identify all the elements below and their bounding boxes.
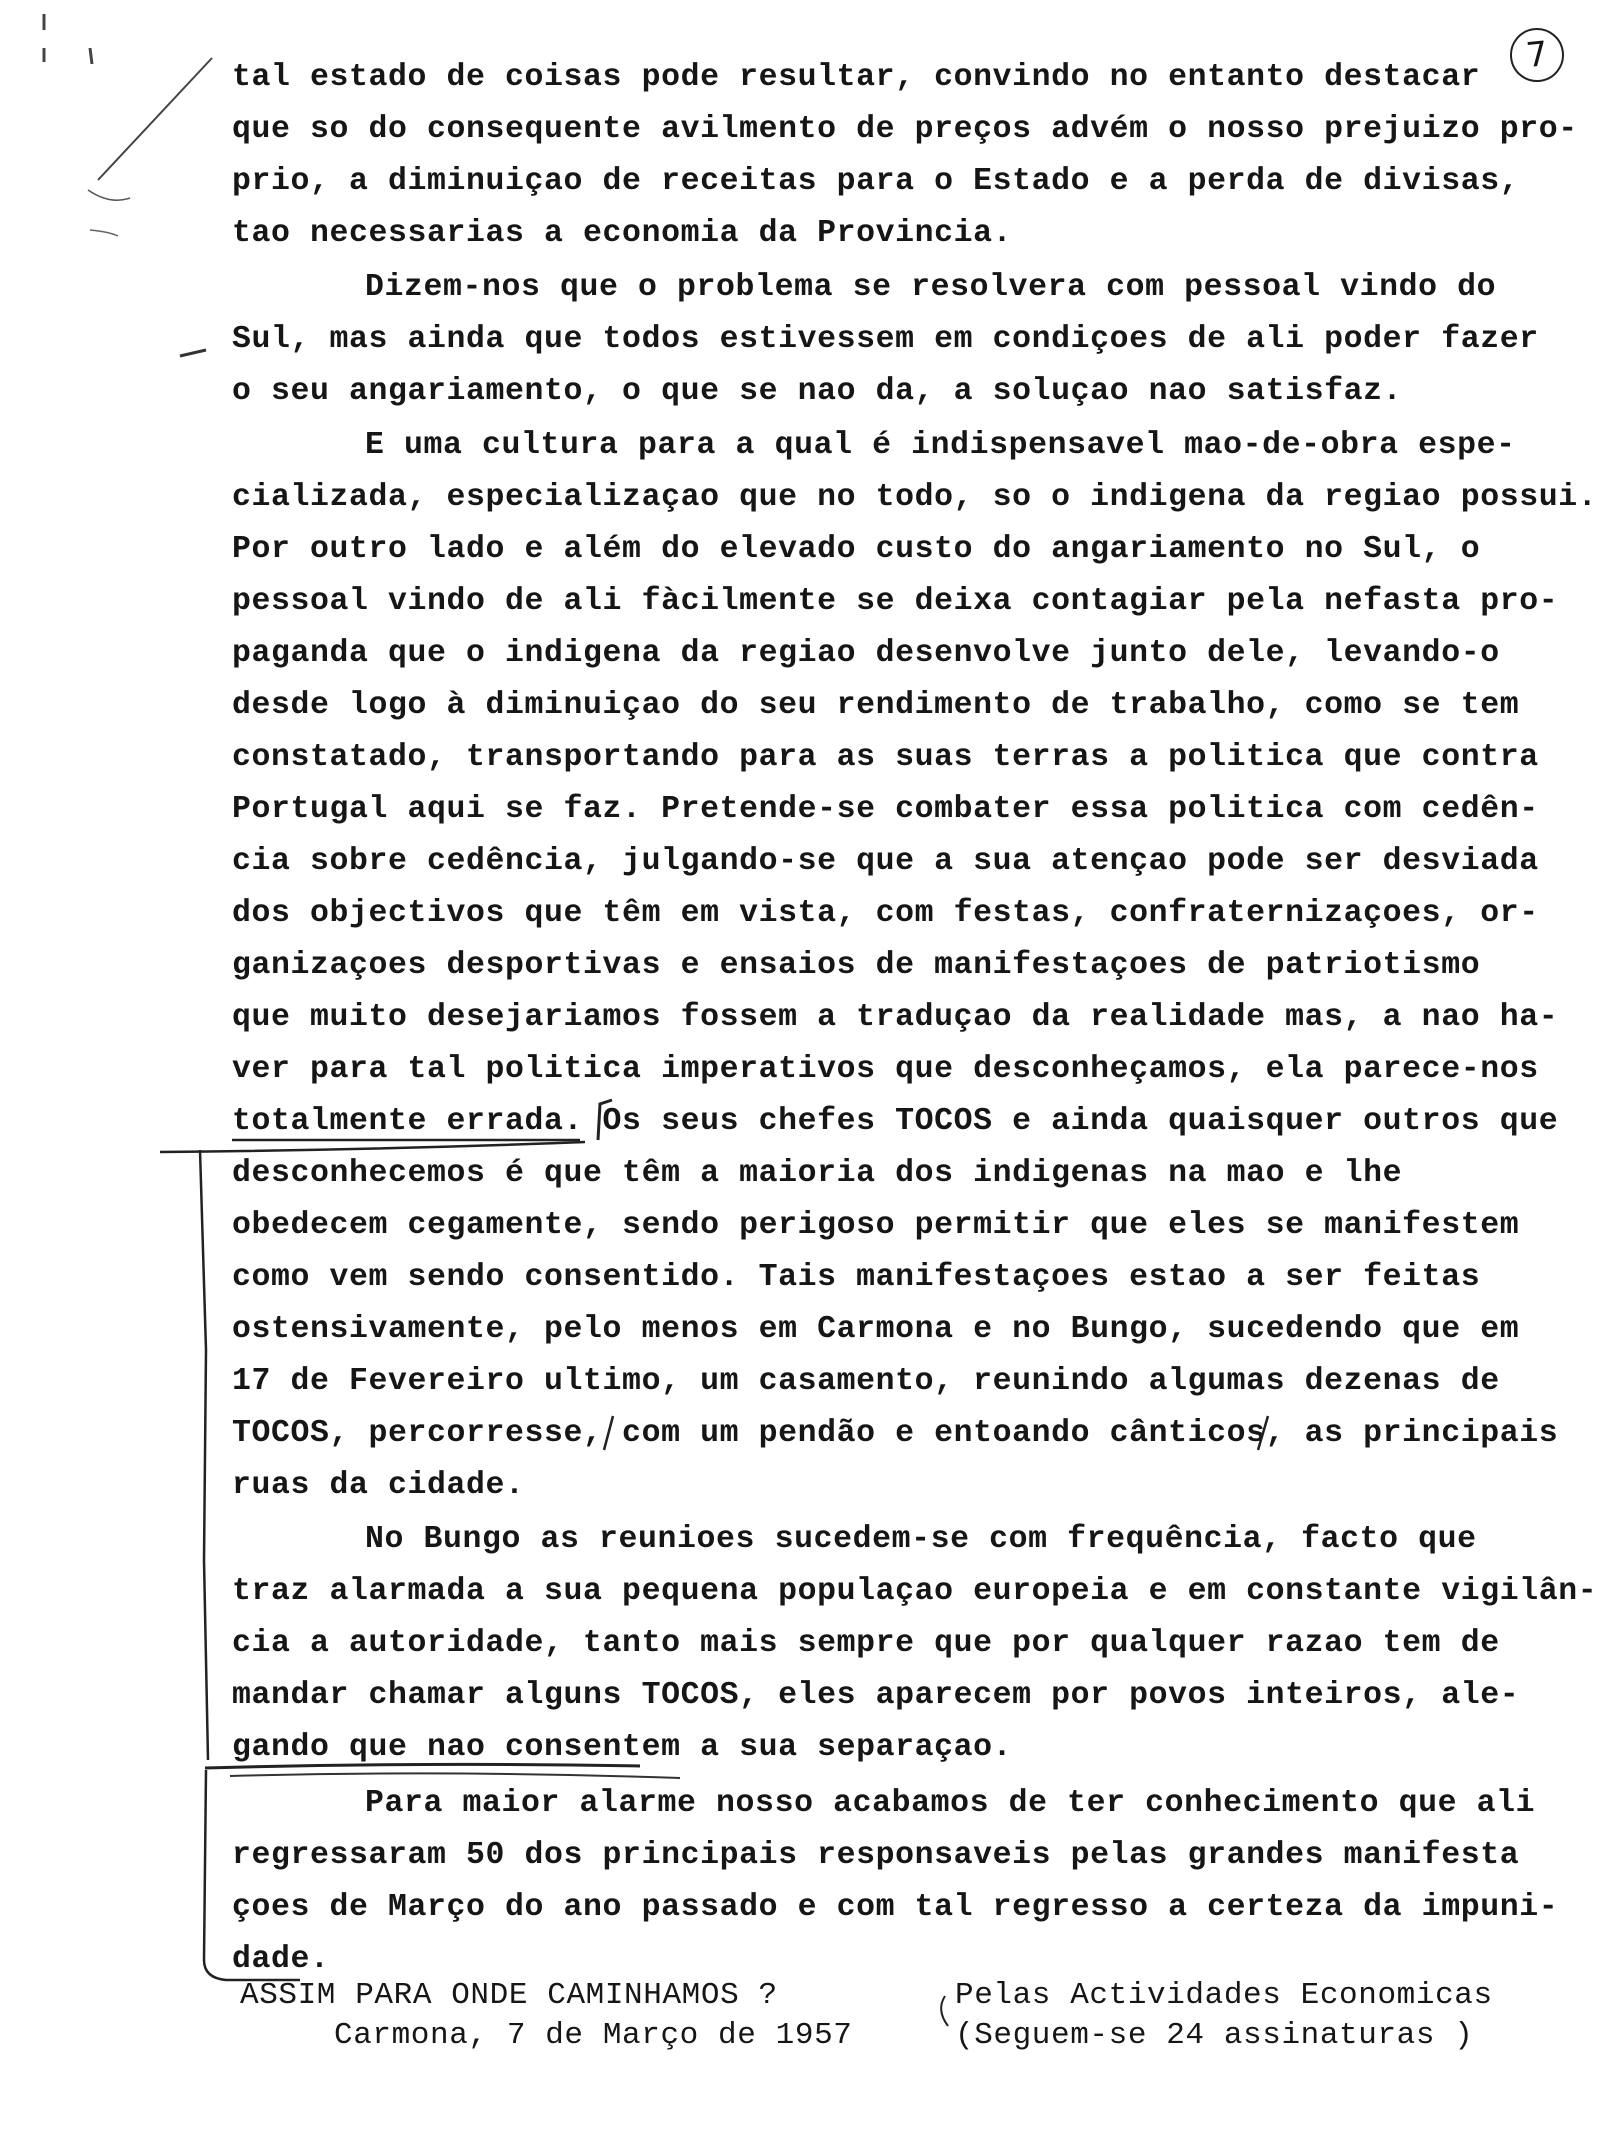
text-line: regressaram 50 dos principais responsaveis pelas grandes manifesta (232, 1838, 1520, 1873)
text-line: Para maior alarme nosso acabamos de ter conhecimento que ali (365, 1786, 1536, 1821)
text-line: ganizaçoes desportivas e ensaios de manifestaçoes de patriotismo (232, 948, 1481, 983)
text-line: pessoal vindo de ali fàcilmente se deixa contagiar pela nefasta pro- (232, 584, 1559, 619)
text-line: No Bungo as reunioes sucedem-se com frequência, facto que (365, 1522, 1477, 1557)
text-line: Sul, mas ainda que todos estivessem em condiçoes de ali poder fazer (232, 322, 1539, 357)
text-line: constatado, transportando para as suas terras a politica que contra (232, 740, 1539, 775)
text-line: Dizem-nos que o problema se resolvera com pessoal vindo do (365, 270, 1497, 305)
text-line: desde logo à diminuiçao do seu rendimento de trabalho, como se tem (232, 688, 1520, 723)
place-and-date: Carmona, 7 de Março de 1957 (334, 2018, 853, 2053)
text-line: dos objectivos que têm em vista, com festas, confraternizaçoes, or- (232, 896, 1539, 931)
text-line: que so do consequente avilmento de preços advém o nosso prejuizo pro- (232, 112, 1578, 147)
margin-dash-mark (180, 350, 206, 356)
text-line: totalmente errada. Os seus chefes TOCOS e ainda quaisquer outros que (232, 1104, 1559, 1139)
text-line: TOCOS, percorresse, com um pendão e entoando cânticos, as principais (232, 1416, 1559, 1451)
margin-bracket-line (200, 1150, 208, 1760)
signatures-note: (Seguem-se 24 assinaturas ) (955, 2018, 1474, 2053)
bracket-mark (941, 1996, 948, 2026)
text-line: Por outro lado e além do elevado custo do angariamento no Sul, o (232, 532, 1481, 567)
text-line: desconhecemos é que têm a maioria dos indigenas na mao e lhe (232, 1156, 1403, 1191)
text-line: mandar chamar alguns TOCOS, eles aparecem por povos inteiros, ale- (232, 1678, 1520, 1713)
text-line: paganda que o indigena da regiao desenvolve junto dele, levando-o (232, 636, 1500, 671)
text-line: 17 de Fevereiro ultimo, um casamento, reunindo algumas dezenas de (232, 1364, 1500, 1399)
text-line: traz alarmada a sua pequena populaçao europeia e em constante vigilân- (232, 1574, 1598, 1609)
margin-slash-mark (98, 58, 212, 180)
margin-tick-mark (88, 190, 130, 200)
text-line: dade. (232, 1942, 330, 1977)
text-line: cia a autoridade, tanto mais sempre que por qualquer razao tem de (232, 1626, 1500, 1661)
text-line: Portugal aqui se faz. Pretende-se combater essa politica com cedên- (232, 792, 1539, 827)
page-number-circled: 7 (1507, 25, 1566, 84)
text-line: ver para tal politica imperativos que desconheçamos, ela parece-nos (232, 1052, 1539, 1087)
text-line: cia sobre cedência, julgando-se que a sua atençao pode ser desviada (232, 844, 1539, 879)
closing-question: ASSIM PARA ONDE CAMINHAMOS ? (240, 1978, 778, 2013)
text-line: ostensivamente, pelo menos em Carmona e no Bungo, sucedendo que em (232, 1312, 1520, 1347)
margin-dots-mark (44, 14, 92, 64)
text-line: cializada, especializaçao que no todo, so o indigena da regiao possui. (232, 480, 1598, 515)
text-line: çoes de Março do ano passado e com tal regresso a certeza da impuni- (232, 1890, 1559, 1925)
text-line: ruas da cidade. (232, 1468, 525, 1503)
underline-mark (230, 1773, 680, 1778)
text-line: E uma cultura para a qual é indispensavel mao-de-obra espe- (365, 428, 1516, 463)
text-line: que muito desejariamos fossem a traduçao da realidade mas, a nao ha- (232, 1000, 1559, 1035)
text-line: o seu angariamento, o que se nao da, a soluçao nao satisfaz. (232, 374, 1403, 409)
text-line: obedecem cegamente, sendo perigoso permitir que eles se manifestem (232, 1208, 1520, 1243)
signed-by: Pelas Actividades Economicas (955, 1978, 1493, 2013)
highlight-line-mark (160, 1142, 585, 1152)
text-line: prio, a diminuiçao de receitas para o Estado e a perda de divisas, (232, 164, 1520, 199)
text-line: gando que nao consentem a sua separaçao. (232, 1730, 1013, 1765)
margin-tick-mark (90, 230, 118, 236)
text-line: tal estado de coisas pode resultar, convindo no entanto destacar (232, 60, 1481, 95)
text-line: tao necessarias a economia da Provincia. (232, 216, 1013, 251)
text-line: como vem sendo consentido. Tais manifestaçoes estao a ser feitas (232, 1260, 1481, 1295)
